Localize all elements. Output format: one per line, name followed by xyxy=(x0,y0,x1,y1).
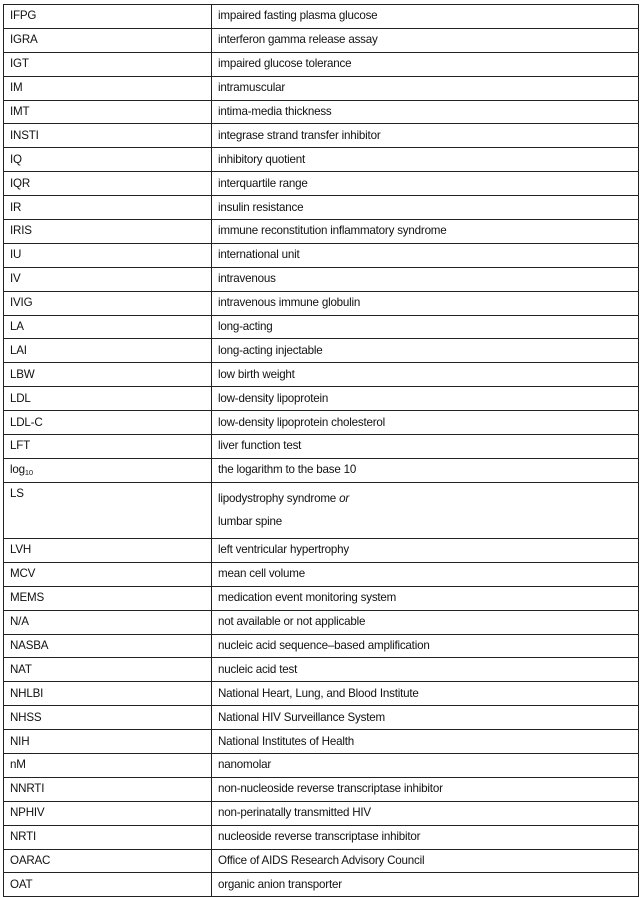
definition-cell: nucleoside reverse transcriptase inhibitor xyxy=(212,825,639,849)
term-cell: LAI xyxy=(4,339,212,363)
table-row xyxy=(4,730,639,754)
table-row xyxy=(4,682,639,706)
term-cell: IR xyxy=(4,196,212,220)
table-row xyxy=(4,825,639,849)
definition-cell: inhibitory quotient xyxy=(212,148,639,172)
term-cell: LVH xyxy=(4,539,212,563)
definition-cell: integrase strand transfer inhibitor xyxy=(212,124,639,148)
term-cell: NPHIV xyxy=(4,801,212,825)
definition-cell: insulin resistance xyxy=(212,196,639,220)
definition-cell: non-nucleoside reverse transcriptase inhibitor xyxy=(212,777,639,801)
definition-cell: low birth weight xyxy=(212,363,639,387)
definition-cell: intravenous immune globulin xyxy=(212,291,639,315)
table-row xyxy=(4,196,639,220)
table-row xyxy=(4,5,639,29)
table-row xyxy=(4,849,639,873)
table-row xyxy=(4,482,639,538)
table-row xyxy=(4,458,639,482)
table-row xyxy=(4,706,639,730)
definition-cell: intramuscular xyxy=(212,76,639,100)
term-cell: LFT xyxy=(4,435,212,459)
term-cell: LS xyxy=(4,482,212,538)
definition-cell: non-perinatally transmitted HIV xyxy=(212,801,639,825)
table-row xyxy=(4,387,639,411)
term-cell: IFPG xyxy=(4,5,212,29)
table-row xyxy=(4,52,639,76)
table-row xyxy=(4,315,639,339)
table-row xyxy=(4,634,639,658)
definition-cell xyxy=(212,482,639,538)
definition-cell: medication event monitoring system xyxy=(212,586,639,610)
term-cell: OAT xyxy=(4,873,212,897)
table-row xyxy=(4,539,639,563)
abbreviation-table-body xyxy=(4,5,639,897)
table-row xyxy=(4,411,639,435)
table-row xyxy=(4,76,639,100)
term-cell: IGRA xyxy=(4,28,212,52)
definition-cell: low-density lipoprotein xyxy=(212,387,639,411)
definition-cell: nucleic acid test xyxy=(212,658,639,682)
table-row xyxy=(4,754,639,778)
definition-cell: National HIV Surveillance System xyxy=(212,706,639,730)
table-row xyxy=(4,148,639,172)
table-row xyxy=(4,801,639,825)
table-row xyxy=(4,124,639,148)
definition-connector: or xyxy=(339,491,349,505)
term-cell: IM xyxy=(4,76,212,100)
table-row xyxy=(4,435,639,459)
term-cell: IQR xyxy=(4,172,212,196)
term-cell: NAT xyxy=(4,658,212,682)
term-cell: IMT xyxy=(4,100,212,124)
table-row xyxy=(4,777,639,801)
definition-text: lipodystrophy syndrome xyxy=(218,491,337,505)
term-cell: NNRTI xyxy=(4,777,212,801)
definition-cell: nucleic acid sequence–based amplification xyxy=(212,634,639,658)
definition-cell: impaired glucose tolerance xyxy=(212,52,639,76)
term-cell: LDL-C xyxy=(4,411,212,435)
term-cell: nM xyxy=(4,754,212,778)
definition-cell: low-density lipoprotein cholesterol xyxy=(212,411,639,435)
table-row xyxy=(4,267,639,291)
term-cell: NASBA xyxy=(4,634,212,658)
term-cell: NHSS xyxy=(4,706,212,730)
term-cell: MCV xyxy=(4,562,212,586)
definition-cell: Office of AIDS Research Advisory Council xyxy=(212,849,639,873)
table-row xyxy=(4,100,639,124)
term-cell: LBW xyxy=(4,363,212,387)
table-row xyxy=(4,339,639,363)
table-row xyxy=(4,172,639,196)
table-row xyxy=(4,243,639,267)
definition-line: lumbar spine xyxy=(218,515,282,529)
term-cell: NIH xyxy=(4,730,212,754)
definition-cell: nanomolar xyxy=(212,754,639,778)
term-cell: N/A xyxy=(4,610,212,634)
term-cell: MEMS xyxy=(4,586,212,610)
term-cell: INSTI xyxy=(4,124,212,148)
definition-cell: intravenous xyxy=(212,267,639,291)
term-cell: NRTI xyxy=(4,825,212,849)
table-row xyxy=(4,586,639,610)
term-cell: NHLBI xyxy=(4,682,212,706)
definition-line xyxy=(218,487,638,511)
term-cell: IRIS xyxy=(4,220,212,244)
table-row xyxy=(4,658,639,682)
definition-cell: interquartile range xyxy=(212,172,639,196)
definition-cell: National Heart, Lung, and Blood Institute xyxy=(212,682,639,706)
definition-cell: National Institutes of Health xyxy=(212,730,639,754)
definition-cell: long-acting xyxy=(212,315,639,339)
term-cell: IVIG xyxy=(4,291,212,315)
term-cell: IQ xyxy=(4,148,212,172)
definition-cell: the logarithm to the base 10 xyxy=(212,458,639,482)
definition-cell: not available or not applicable xyxy=(212,610,639,634)
definition-cell: liver function test xyxy=(212,435,639,459)
definition-cell: mean cell volume xyxy=(212,562,639,586)
table-row xyxy=(4,220,639,244)
table-row xyxy=(4,610,639,634)
definition-cell: intima-media thickness xyxy=(212,100,639,124)
term-base: log xyxy=(10,462,25,476)
table-row xyxy=(4,291,639,315)
term-cell: LDL xyxy=(4,387,212,411)
definition-cell: impaired fasting plasma glucose xyxy=(212,5,639,29)
term-cell: IU xyxy=(4,243,212,267)
term-cell: OARAC xyxy=(4,849,212,873)
definition-cell: immune reconstitution inflammatory syndrome xyxy=(212,220,639,244)
definition-cell: international unit xyxy=(212,243,639,267)
definition-cell: organic anion transporter xyxy=(212,873,639,897)
term-subscript: 10 xyxy=(24,467,33,477)
table-row xyxy=(4,363,639,387)
definition-cell: left ventricular hypertrophy xyxy=(212,539,639,563)
table-row xyxy=(4,28,639,52)
term-cell xyxy=(4,458,212,482)
term-cell: LA xyxy=(4,315,212,339)
table-row xyxy=(4,562,639,586)
term-cell: IV xyxy=(4,267,212,291)
definition-cell: long-acting injectable xyxy=(212,339,639,363)
abbreviation-table xyxy=(3,4,639,897)
term-cell: IGT xyxy=(4,52,212,76)
table-row xyxy=(4,873,639,897)
definition-cell: interferon gamma release assay xyxy=(212,28,639,52)
